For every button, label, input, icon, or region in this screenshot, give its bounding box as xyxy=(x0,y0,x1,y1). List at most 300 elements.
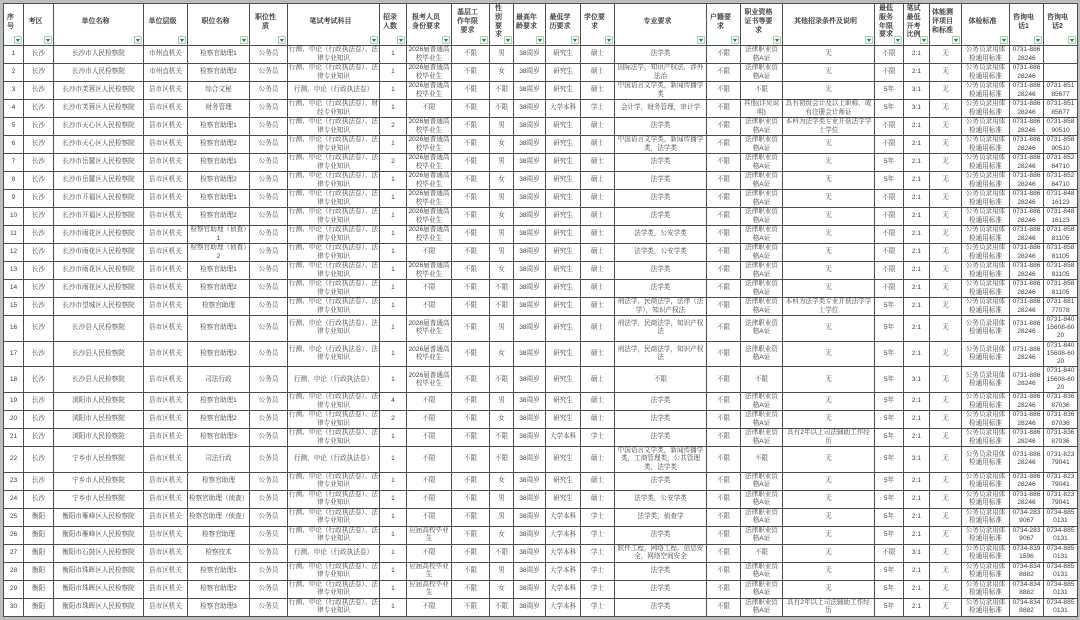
column-header-label: 最高年龄要求 xyxy=(516,13,537,30)
table-cell: 研究生 xyxy=(546,280,581,298)
table-cell: 检察官助理2 xyxy=(188,411,250,429)
table-cell: 不限 xyxy=(452,316,490,342)
table-cell: 1 xyxy=(380,82,407,100)
table-cell: 38周岁 xyxy=(514,411,546,429)
table-cell: 女 xyxy=(490,526,514,544)
table-cell: 2026届普通高校毕业生 xyxy=(408,226,450,242)
table-row xyxy=(4,298,1078,316)
table-cell: 具有2年以上司法辅助工作经历 xyxy=(783,598,875,616)
table-cell: 国际法学，知识产权法，涉外法治 xyxy=(615,64,707,82)
table-cell: 无 xyxy=(930,100,962,118)
table-cell: 2:1 xyxy=(904,154,930,172)
table-cell: 硕士 xyxy=(581,262,615,280)
table-cell: 不限 xyxy=(875,208,904,226)
table-cell: 1 xyxy=(380,367,407,393)
filter-dropdown-icon[interactable] xyxy=(773,36,781,44)
table-cell: 38周岁 xyxy=(514,208,546,226)
table-cell: 刑法学，民商法学，法律（法学），知识产权法 xyxy=(615,298,707,316)
table-cell: 县市区机关 xyxy=(144,118,188,136)
table-cell: 1 xyxy=(380,136,407,154)
table-cell: 公务员录用体检通用标准 xyxy=(962,118,1010,136)
table-cell: 长沙 xyxy=(24,447,54,473)
table-cell: 4 xyxy=(4,100,24,118)
table-cell: 法律职业资格A证 xyxy=(741,136,783,154)
table-cell: 2:1 xyxy=(904,172,930,190)
table-cell: 无 xyxy=(930,316,962,342)
column-header-label: 基层工作年限要求 xyxy=(457,9,478,34)
column-header-label: 序号 xyxy=(7,13,14,30)
table-cell: 38周岁 xyxy=(514,526,546,544)
table-cell: 0731-88628246 xyxy=(1010,154,1044,172)
table-cell: 5年 xyxy=(875,82,904,100)
table-cell: 法律职业资格A证 xyxy=(741,154,783,172)
table-cell: 不限 xyxy=(875,64,904,82)
table-cell: 3 xyxy=(4,82,24,100)
table-cell: 无 xyxy=(930,190,962,208)
table-cell: 公务员 xyxy=(250,298,288,316)
filter-dropdown-icon[interactable] xyxy=(504,36,512,44)
table-cell: 公务员 xyxy=(250,562,288,580)
table-cell: 长沙 xyxy=(24,298,54,316)
filter-dropdown-icon[interactable] xyxy=(697,36,705,44)
table-cell: 2:1 xyxy=(904,46,930,64)
table-cell: 22 xyxy=(4,447,24,473)
table-cell: 不限 xyxy=(707,262,741,280)
table-cell: 硕士 xyxy=(581,341,615,367)
column-header-label: 单位名称 xyxy=(81,18,110,26)
filter-dropdown-icon[interactable] xyxy=(1034,36,1042,44)
table-cell: 0731-84816123 xyxy=(1044,208,1078,226)
filter-dropdown-icon[interactable] xyxy=(571,36,579,44)
table-cell: 不限 xyxy=(490,447,514,473)
table-cell: 法学类 xyxy=(615,598,707,616)
table-cell: 38周岁 xyxy=(514,136,546,154)
table-cell: 0731-88628246 xyxy=(1010,46,1044,64)
table-cell: 学士 xyxy=(581,526,615,544)
table-cell: 0731-82379041 xyxy=(1044,447,1078,473)
table-cell: 公务员录用体检通用标准 xyxy=(962,82,1010,100)
table-cell: 公务员 xyxy=(250,490,288,508)
filter-dropdown-icon[interactable] xyxy=(731,36,739,44)
table-cell: 法学类 xyxy=(615,262,707,280)
table-cell: 公务员录用体检通用标准 xyxy=(962,562,1010,580)
table-cell: 公务员录用体检通用标准 xyxy=(962,244,1010,262)
table-cell: 5 xyxy=(4,118,24,136)
column-header-19 xyxy=(875,4,904,46)
table-cell: 不限 xyxy=(452,341,490,367)
table-cell: 研究生 xyxy=(546,118,581,136)
table-cell: 无 xyxy=(783,244,875,262)
table-cell: 学士 xyxy=(581,598,615,616)
table-cell: 司法行政 xyxy=(188,447,250,473)
table-cell: 不限 xyxy=(707,118,741,136)
table-cell: 法律职业资格A证 xyxy=(741,429,783,447)
table-cell: 长沙市芙蓉区人民检察院 xyxy=(54,100,144,118)
table-cell: 县市区机关 xyxy=(144,472,188,490)
table-cell: 女 xyxy=(490,341,514,367)
table-cell: 硕士 xyxy=(581,472,615,490)
column-header-20 xyxy=(904,4,930,46)
table-cell: 38周岁 xyxy=(514,118,546,136)
table-cell: 无 xyxy=(930,154,962,172)
table-cell: 检察官助理2 xyxy=(188,64,250,82)
table-cell: 不限 xyxy=(875,226,904,244)
table-cell: 长沙市雨花区人民检察院 xyxy=(54,280,144,298)
filter-dropdown-icon[interactable] xyxy=(894,36,902,44)
table-cell: 研究生 xyxy=(546,244,581,262)
table-cell: 3:1 xyxy=(904,544,930,562)
table-cell: 不限 xyxy=(452,472,490,490)
table-cell: 公务员录用体检通用标准 xyxy=(962,262,1010,280)
table-cell: 公务员录用体检通用标准 xyxy=(962,172,1010,190)
table-cell: 研究生 xyxy=(546,393,581,411)
table-cell: 法律职业资格A证 xyxy=(741,208,783,226)
table-cell: 法律职业资格A证 xyxy=(741,64,783,82)
table-cell: 法律职业资格A证 xyxy=(741,298,783,316)
table-cell: 法律职业资格A证 xyxy=(741,190,783,208)
table-cell: 16 xyxy=(4,316,24,342)
table-cell: 38周岁 xyxy=(514,429,546,447)
table-cell: 长沙市开福区人民检察院 xyxy=(54,208,144,226)
table-cell: 38周岁 xyxy=(514,154,546,172)
table-cell: 大学本科 xyxy=(546,562,581,580)
column-header-15 xyxy=(615,4,707,46)
table-cell: 法律职业资格A证 xyxy=(741,580,783,598)
table-cell: 公务员录用体检通用标准 xyxy=(962,472,1010,490)
table-cell: 不限 xyxy=(452,244,490,262)
table-cell: 长沙 xyxy=(24,82,54,100)
table-cell: 2:1 xyxy=(904,316,930,342)
table-cell: 不限 xyxy=(707,544,741,562)
table-cell: 无 xyxy=(930,367,962,393)
filter-dropdown-icon[interactable] xyxy=(1000,36,1008,44)
table-cell: 无 xyxy=(930,208,962,226)
table-cell: 无 xyxy=(930,580,962,598)
table-cell: 9 xyxy=(4,190,24,208)
table-cell: 26 xyxy=(4,526,24,544)
column-header-1 xyxy=(4,4,24,46)
table-cell: 长沙 xyxy=(24,190,54,208)
table-cell: 公务员录用体检通用标准 xyxy=(962,367,1010,393)
table-cell: 0731-83687036 xyxy=(1044,411,1078,429)
table-cell: 不限 xyxy=(452,298,490,316)
table-cell: 检察官助理 xyxy=(188,298,250,316)
table-cell: 检察官助理1 xyxy=(188,262,250,280)
table-cell: 2026届普通高校毕业生 xyxy=(408,208,450,224)
table-row xyxy=(4,429,1078,447)
table-cell: 2026届普通高校毕业生 xyxy=(408,154,450,170)
table-cell: 长沙市雨花区人民检察院 xyxy=(54,226,144,244)
table-cell: 法学类 xyxy=(615,46,707,64)
filter-dropdown-icon[interactable] xyxy=(1068,36,1076,44)
table-cell: 无 xyxy=(783,64,875,82)
table-row xyxy=(4,367,1078,393)
filter-dropdown-icon[interactable] xyxy=(44,36,52,44)
table-cell: 不限 xyxy=(407,544,452,562)
filter-dropdown-icon[interactable] xyxy=(278,36,286,44)
table-cell: 长沙 xyxy=(24,341,54,367)
table-cell: 不限 xyxy=(741,82,783,100)
table-cell: 县市区机关 xyxy=(144,136,188,154)
table-cell: 1 xyxy=(380,46,407,64)
table-row xyxy=(4,208,1078,226)
table-cell: 0734-8850131 xyxy=(1044,508,1078,526)
table-cell: 2026届普通高校毕业生 xyxy=(408,136,450,152)
filter-dropdown-icon[interactable] xyxy=(370,36,378,44)
table-cell: 1 xyxy=(380,447,407,473)
table-cell: 无 xyxy=(930,244,962,262)
table-cell: 1 xyxy=(380,64,407,82)
table-cell: 行测、申论（行政执法卷）、法律专业知识 xyxy=(289,599,379,615)
column-header-21 xyxy=(930,4,962,46)
table-cell: 长沙 xyxy=(24,316,54,342)
table-cell: 0731-88628246 xyxy=(1010,316,1044,342)
table-cell: 29 xyxy=(4,580,24,598)
table-cell: 男 xyxy=(490,508,514,526)
table-cell: 宁乡市人民检察院 xyxy=(54,490,144,508)
column-header-label: 单位层级 xyxy=(148,18,177,26)
table-cell: 具有初级会计及以上职称，或有注册会计师证 xyxy=(783,100,875,118)
table-cell: 研究生 xyxy=(546,208,581,226)
table-cell: 17 xyxy=(4,341,24,367)
table-cell: 公务员录用体检通用标准 xyxy=(962,411,1010,429)
filter-dropdown-icon[interactable] xyxy=(178,36,186,44)
table-cell: 刑法学，民商法学，知识产权法 xyxy=(615,316,707,342)
table-cell: 2026届普通高校毕业生 xyxy=(407,367,452,393)
table-cell: 法律职业资格A证 xyxy=(741,341,783,367)
table-cell: 1 xyxy=(380,341,407,367)
table-cell: 38周岁 xyxy=(514,544,546,562)
table-cell: 2:1 xyxy=(904,298,930,316)
table-cell: 0731-88628246 xyxy=(1010,208,1044,226)
table-cell: 无 xyxy=(930,64,962,82)
table-cell: 县市区机关 xyxy=(144,262,188,280)
table-cell: 检察技术 xyxy=(188,544,250,562)
table-cell: 公务员 xyxy=(250,208,288,226)
table-cell: 不限 xyxy=(407,244,452,262)
table-cell: 0731-88628246 xyxy=(1010,100,1044,118)
table-cell: 不限 xyxy=(452,429,490,447)
table-cell: 公务员录用体检通用标准 xyxy=(962,208,1010,226)
table-cell: 无 xyxy=(783,280,875,298)
table-cell: 不限 xyxy=(407,100,452,118)
table-cell: 0734-8850131 xyxy=(1044,526,1078,544)
table-cell: 衡阳 xyxy=(24,562,54,580)
table-cell: 不限 xyxy=(490,598,514,616)
table-cell: 不限 xyxy=(707,472,741,490)
column-header-3 xyxy=(54,4,144,46)
table-cell: 硕士 xyxy=(581,447,615,473)
table-cell: 衡阳 xyxy=(24,544,54,562)
table-cell: 1 xyxy=(380,244,407,262)
table-cell: 硕士 xyxy=(581,190,615,208)
table-cell: 男 xyxy=(490,118,514,136)
table-cell: 21 xyxy=(4,429,24,447)
table-cell: 研究生 xyxy=(546,490,581,508)
table-row xyxy=(4,447,1078,473)
table-cell: 无 xyxy=(783,154,875,172)
table-cell: 无 xyxy=(783,508,875,526)
table-cell: 0731-85881105 xyxy=(1044,280,1078,298)
table-cell: 检察官助理3 xyxy=(188,598,250,616)
table-cell: 公务员 xyxy=(250,190,288,208)
table-cell: 长沙市天心区人民检察院 xyxy=(54,118,144,136)
table-cell: 38周岁 xyxy=(514,100,546,118)
table-cell: 无 xyxy=(930,280,962,298)
table-row xyxy=(4,411,1078,429)
table-cell: 衡阳 xyxy=(24,580,54,598)
table-cell: 长沙市岳麓区人民检察院 xyxy=(54,172,144,190)
table-cell: 县市区机关 xyxy=(144,598,188,616)
filter-dropdown-icon[interactable] xyxy=(397,36,405,44)
table-cell: 0731-88628246 xyxy=(1010,244,1044,262)
column-header-label: 咨询电话1 xyxy=(1013,13,1034,30)
filter-dropdown-icon[interactable] xyxy=(480,36,488,44)
table-cell: 2:1 xyxy=(904,64,930,82)
table-cell: 硕士 xyxy=(581,226,615,244)
table-cell: 公务员录用体检通用标准 xyxy=(962,64,1010,82)
table-cell: 0731-84015608-6020 xyxy=(1044,367,1078,393)
table-cell: 研究生 xyxy=(546,154,581,172)
table-cell: 公务员 xyxy=(250,316,288,342)
table-cell: 1 xyxy=(380,280,407,298)
table-cell: 研究生 xyxy=(546,472,581,490)
table-cell: 不限 xyxy=(875,136,904,154)
table-cell: 0731-85284710 xyxy=(1044,172,1078,190)
table-cell: 0734-2839067 xyxy=(1010,508,1044,526)
table-cell: 长沙 xyxy=(24,472,54,490)
table-cell: 大学本科 xyxy=(546,429,581,447)
filter-dropdown-icon[interactable] xyxy=(952,36,960,44)
table-cell: 0731-85185677 xyxy=(1044,100,1078,118)
table-cell: 无 xyxy=(783,562,875,580)
filter-dropdown-icon[interactable] xyxy=(240,36,248,44)
table-cell: 衡阳市珠晖区人民检察院 xyxy=(54,562,144,580)
table-cell: 2:1 xyxy=(904,118,930,136)
table-cell: 0731-84816123 xyxy=(1044,190,1078,208)
table-cell: 不限 xyxy=(452,100,490,118)
table-cell: 浏阳市人民检察院 xyxy=(54,393,144,411)
table-cell: 不限 xyxy=(407,298,452,316)
table-cell: 不限 xyxy=(490,100,514,118)
table-cell: 0731-85890510 xyxy=(1044,118,1078,136)
table-cell: 硕士 xyxy=(581,208,615,226)
table-cell: 0731-88628246 xyxy=(1010,393,1044,411)
table-cell: 法学类 xyxy=(615,208,707,226)
column-header-label: 户籍要求 xyxy=(710,13,731,30)
table-cell: 2:1 xyxy=(904,598,930,616)
table-cell: 2 xyxy=(4,64,24,82)
table-cell: 24 xyxy=(4,490,24,508)
table-cell: 不限 xyxy=(707,341,741,367)
table-cell: 行测、申论（行政执法卷）、法律专业知识 xyxy=(289,244,379,260)
table-cell: 硕士 xyxy=(581,118,615,136)
table-cell: 0734-8348882 xyxy=(1010,580,1044,598)
table-cell: 公务员 xyxy=(250,172,288,190)
table-cell: 1 xyxy=(380,598,407,616)
table-row xyxy=(4,472,1078,490)
filter-dropdown-icon[interactable] xyxy=(442,36,450,44)
table-cell: 县市区机关 xyxy=(144,367,188,393)
filter-dropdown-icon[interactable] xyxy=(920,36,928,44)
table-cell: 38周岁 xyxy=(514,508,546,526)
table-cell: 38周岁 xyxy=(514,298,546,316)
table-cell: 行测、申论（行政执法卷）、法律专业知识 xyxy=(288,316,380,342)
column-header-label: 考区 xyxy=(28,18,43,26)
table-cell: 公务员录用体检通用标准 xyxy=(962,298,1010,316)
table-cell: 1 xyxy=(380,490,407,508)
table-cell: 法学类 xyxy=(615,472,707,490)
table-cell: 38周岁 xyxy=(514,262,546,280)
table-cell: 硕士 xyxy=(581,393,615,411)
filter-dropdown-icon[interactable] xyxy=(605,36,613,44)
table-cell: 应届高校毕业生 xyxy=(407,526,452,544)
filter-dropdown-icon[interactable] xyxy=(536,36,544,44)
table-cell: 法律职业资格A证 xyxy=(741,411,783,429)
table-cell: 长沙 xyxy=(24,280,54,298)
table-cell: 硕士 xyxy=(581,280,615,298)
filter-dropdown-icon[interactable] xyxy=(134,36,142,44)
table-cell: 硕士 xyxy=(581,46,615,64)
table-cell: 38周岁 xyxy=(514,393,546,411)
table-cell: 0731-88628246 xyxy=(1010,190,1044,208)
table-body xyxy=(4,46,1078,617)
column-header-16 xyxy=(707,4,741,46)
table-cell: 硕士 xyxy=(581,298,615,316)
table-header xyxy=(4,4,1078,46)
table-cell: 女 xyxy=(490,580,514,598)
table-cell: 法律职业资格A证 xyxy=(741,262,783,280)
column-header-label: 体检标准 xyxy=(968,18,997,26)
table-cell: 研究生 xyxy=(546,298,581,316)
table-cell: 法律职业资格A证 xyxy=(741,118,783,136)
table-cell: 不限 xyxy=(707,46,741,64)
table-cell: 长沙 xyxy=(24,100,54,118)
table-cell: 不限 xyxy=(452,411,490,429)
table-cell: 0734-8348882 xyxy=(1010,598,1044,616)
column-header-18 xyxy=(783,4,875,46)
table-cell: 8 xyxy=(4,172,24,190)
column-header-label: 报考人员身份要求 xyxy=(412,13,440,30)
table-cell: 法律职业资格A证 xyxy=(741,508,783,526)
table-row xyxy=(4,244,1078,262)
table-cell: 公务员 xyxy=(250,429,288,447)
table-cell xyxy=(1044,64,1078,82)
table-cell: 行测、申论（行政执法卷）、法律专业知识 xyxy=(289,190,379,206)
table-cell: 研究生 xyxy=(546,411,581,429)
filter-dropdown-icon[interactable] xyxy=(14,36,22,44)
table-cell: 公务员 xyxy=(250,447,288,473)
table-row xyxy=(4,154,1078,172)
table-cell: 0734-8391596 xyxy=(1010,544,1044,562)
table-row xyxy=(4,580,1078,598)
table-cell: 不限 xyxy=(452,82,490,100)
column-header-8 xyxy=(380,4,407,46)
table-cell: 女 xyxy=(490,136,514,154)
table-cell: 无 xyxy=(930,411,962,429)
table-cell: 2:1 xyxy=(904,393,930,411)
table-cell: 2:1 xyxy=(904,411,930,429)
table-cell: 公务员 xyxy=(250,136,288,154)
table-cell: 0731-88628246 xyxy=(1010,490,1044,508)
table-row xyxy=(4,598,1078,616)
table-cell: 无 xyxy=(783,172,875,190)
table-cell: 不限 xyxy=(452,172,490,190)
filter-dropdown-icon[interactable] xyxy=(865,36,873,44)
table-cell: 不限 xyxy=(490,298,514,316)
table-cell: 不限 xyxy=(875,262,904,280)
table-cell: 1 xyxy=(380,190,407,208)
